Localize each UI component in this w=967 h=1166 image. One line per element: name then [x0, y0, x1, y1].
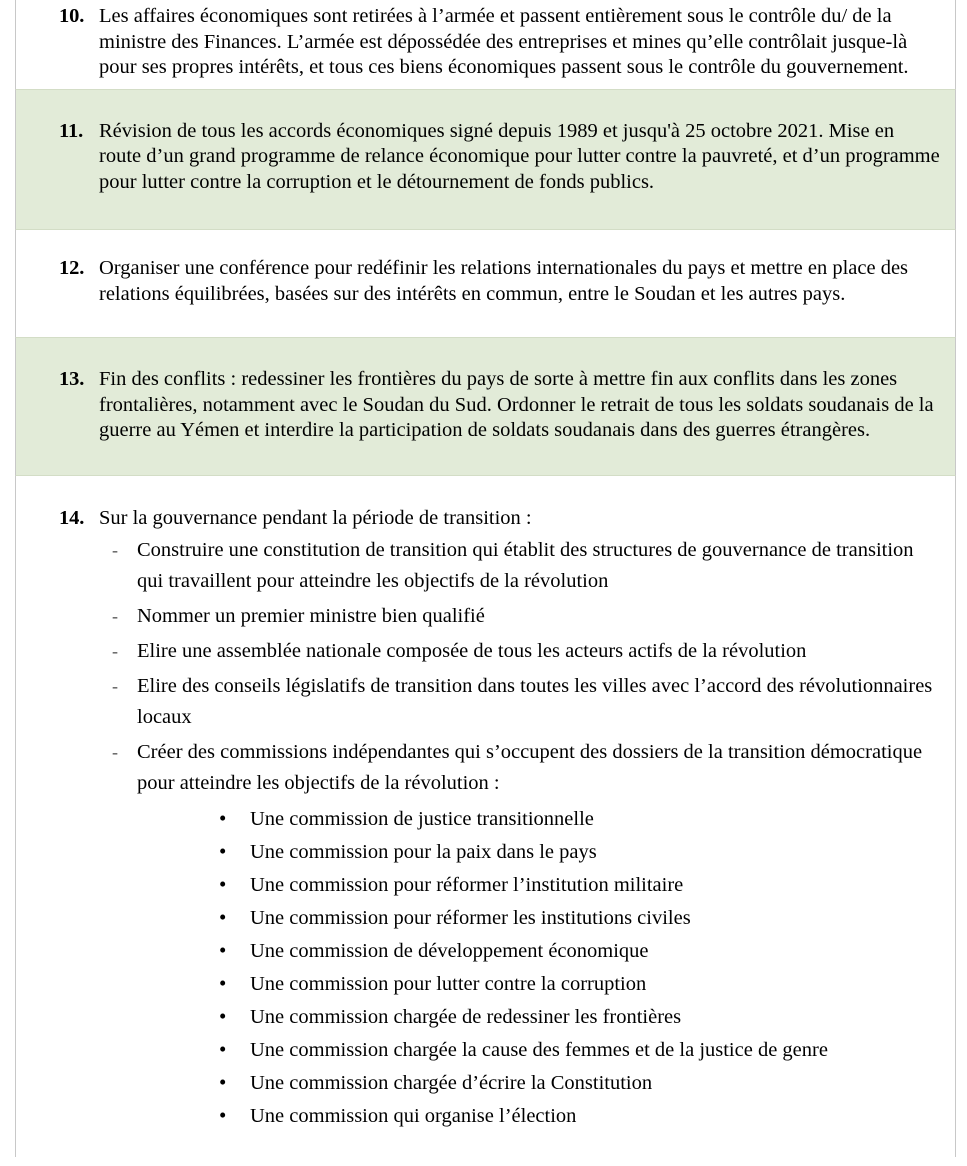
commission-item — [137, 902, 941, 935]
commission-item — [137, 836, 941, 869]
commission-label: Une commission pour réformer les institutions civiles — [250, 907, 691, 929]
commission-label: Une commission pour réformer l’institution militaire — [250, 874, 684, 896]
list-row-14 — [15, 476, 956, 1158]
commission-label: Une commission qui organise l’élection — [250, 1105, 577, 1127]
item-body — [99, 256, 941, 307]
sub-item-label: Créer des commissions indépendantes qui s’occupent des dossiers de la transition démocratique pour atteindre les objectifs de la révolution : — [137, 741, 923, 794]
dash-marker-icon: - — [112, 540, 118, 560]
list-row-11 — [15, 89, 956, 231]
bullet-marker-icon: • — [219, 1070, 227, 1094]
item-text: Révision de tous les accords économiques signé depuis 1989 et jusqu'à 25 octobre 2021. Mise en route d’un grand programme de relance économique pour lutter contre la pauvreté, et d’un programme pour lutter contre la corruption et le détournement de fonds publics. — [99, 119, 940, 193]
numbered-item — [16, 256, 955, 307]
numbered-item — [16, 367, 955, 444]
bullet-marker-icon: • — [219, 971, 227, 995]
sub-item — [99, 535, 941, 597]
item-text: Fin des conflits : redessiner les frontières du pays de sorte à mettre fin aux conflits dans les zones frontalières, notamment avec le Soudan du Sud. Ordonner le retrait de tous les soldats soudanais de la guerre au Yémen et interdire la participation de soldats soudanais dans des guerres étrangères. — [99, 368, 934, 441]
sub-item — [99, 671, 941, 733]
commission-item — [137, 1100, 941, 1133]
bullet-marker-icon: • — [219, 938, 227, 962]
list-row-12 — [15, 230, 956, 337]
item-body — [99, 119, 941, 196]
numbered-item — [16, 4, 955, 81]
list-row-10 — [15, 0, 956, 89]
commission-label: Une commission pour la paix dans le pays — [250, 841, 597, 863]
commission-item — [137, 803, 941, 836]
bullet-marker-icon: • — [219, 905, 227, 929]
commission-item — [137, 869, 941, 902]
list-row-13 — [15, 337, 956, 476]
commission-item — [137, 1067, 941, 1100]
sub-item-label: Construire une constitution de transition qui établit des structures de gouvernance de transition qui travaillent pour atteindre les objectifs de la révolution — [137, 539, 914, 592]
commission-label: Une commission chargée la cause des femmes et de la justice de genre — [250, 1039, 828, 1061]
item-text: Sur la gouvernance pendant la période de transition : — [99, 506, 532, 529]
bullet-marker-icon: • — [219, 1004, 227, 1028]
commission-label: Une commission pour lutter contre la corruption — [250, 973, 647, 995]
dash-marker-icon: - — [112, 676, 118, 696]
commission-label: Une commission chargée de redessiner les frontières — [250, 1006, 682, 1028]
item-number: 13. — [59, 368, 85, 390]
item-number: 11. — [59, 119, 84, 142]
item-text: Organiser une conférence pour redéfinir les relations internationales du pays et mettre en place des relations équilibrées, basées sur des intérêts en commun, entre le Soudan et les autres pays. — [99, 257, 909, 305]
sub-item — [99, 601, 941, 632]
commission-item — [137, 1034, 941, 1067]
item-number: 14. — [59, 506, 85, 529]
commission-label: Une commission chargée d’écrire la Constitution — [250, 1072, 653, 1094]
sub-item — [99, 737, 941, 1133]
bullet-marker-icon: • — [219, 872, 227, 896]
item-body — [99, 506, 941, 1134]
numbered-item — [16, 119, 955, 196]
sub-item — [99, 636, 941, 667]
sub-item-list — [99, 535, 941, 1133]
item-body — [99, 4, 941, 81]
sub-item-label: Nommer un premier ministre bien qualifié — [137, 605, 485, 627]
bullet-marker-icon: • — [219, 1103, 227, 1127]
dash-marker-icon: - — [112, 742, 118, 762]
commission-list — [137, 803, 941, 1133]
numbered-item — [16, 506, 955, 1134]
item-text: Les affaires économiques sont retirées à l’armée et passent entièrement sous le contrôle du/ de la ministre des Finances. L’armée est dépossédée des entreprises et mines qu’elle contrôlait jusque-là pour ses propres intérêts, et tous ces biens économiques passent sous le contrôle du gouvernement. — [99, 5, 909, 78]
dash-marker-icon: - — [112, 606, 118, 626]
sub-item-label: Elire une assemblée nationale composée de tous les acteurs actifs de la révolution — [137, 640, 807, 662]
bullet-marker-icon: • — [219, 806, 227, 830]
item-body — [99, 367, 941, 444]
bullet-marker-icon: • — [219, 1037, 227, 1061]
sub-item-label: Elire des conseils législatifs de transition dans toutes les villes avec l’accord des révolutionnaires locaux — [137, 675, 933, 728]
commission-item — [137, 935, 941, 968]
dash-marker-icon: - — [112, 641, 118, 661]
commission-item — [137, 1001, 941, 1034]
item-number: 10. — [59, 5, 85, 27]
item-number: 12. — [59, 257, 85, 279]
bullet-marker-icon: • — [219, 839, 227, 863]
commission-label: Une commission de développement économique — [250, 940, 649, 962]
commission-item — [137, 968, 941, 1001]
commission-label: Une commission de justice transitionnelle — [250, 808, 594, 830]
